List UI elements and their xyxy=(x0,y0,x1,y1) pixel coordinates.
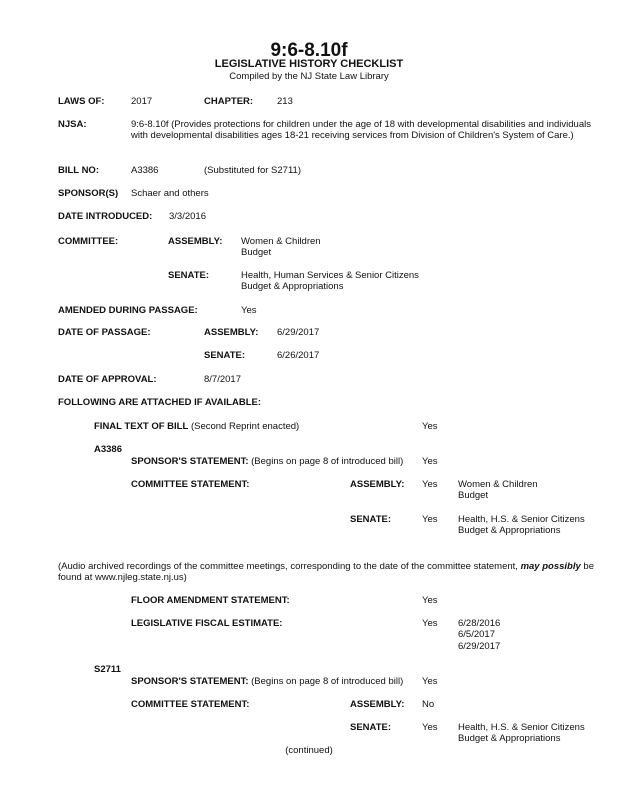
s2711-senate-value: Yes xyxy=(422,722,438,733)
approval-label: DATE OF APPROVAL: xyxy=(58,374,157,385)
s2711-sponsor-value: Yes xyxy=(422,676,438,687)
njsa-label: NJSA: xyxy=(58,119,87,130)
committee-senate-1: Health, Human Services & Senior Citizens xyxy=(241,270,419,281)
final-text-note: (Second Reprint enacted) xyxy=(190,421,300,432)
passage-assembly-value: 6/29/2017 xyxy=(277,327,320,338)
passage-assembly-label: ASSEMBLY: xyxy=(204,327,259,338)
a3386-senate-committee-2: Budget & Appropriations xyxy=(458,525,561,536)
laws-of-value: 2017 xyxy=(131,96,153,107)
a3386-committee-label: COMMITTEE STATEMENT: xyxy=(131,479,250,490)
audio-note-emphasis: may possibly xyxy=(520,561,581,572)
committee-senate-2: Budget & Appropriations xyxy=(241,281,344,292)
continued-note: (continued) xyxy=(285,745,333,756)
chapter-value: 213 xyxy=(277,96,293,107)
passage-senate-label: SENATE: xyxy=(204,350,245,361)
s2711-assembly-label: ASSEMBLY: xyxy=(350,699,405,710)
s2711-senate-committee-1: Health, H.S. & Senior Citizens xyxy=(458,722,585,733)
fiscal-date-1: 6/28/2016 xyxy=(458,618,501,629)
bill-no-label: BILL NO: xyxy=(58,165,99,176)
fiscal-date-3: 6/29/2017 xyxy=(458,641,501,652)
s2711-sponsor-row xyxy=(131,676,403,687)
a3386-assembly-label: ASSEMBLY: xyxy=(350,479,405,490)
approval-value: 8/7/2017 xyxy=(204,374,241,385)
s2711-senate-committee-2: Budget & Appropriations xyxy=(458,733,561,744)
a3386-sponsor-row xyxy=(131,456,403,467)
committee-senate-label: SENATE: xyxy=(168,270,209,281)
final-text-row xyxy=(94,421,299,432)
bill-no-value: A3386 xyxy=(131,165,159,176)
page-subtitle: LEGISLATIVE HISTORY CHECKLIST xyxy=(214,58,404,70)
committee-assembly-2: Budget xyxy=(241,247,272,258)
fiscal-estimate-label: LEGISLATIVE FISCAL ESTIMATE: xyxy=(131,618,283,629)
final-text-label: FINAL TEXT OF BILL xyxy=(94,421,189,432)
committee-label: COMMITTEE: xyxy=(58,236,119,247)
s2711-sponsor-label: SPONSOR'S STATEMENT: xyxy=(131,676,249,687)
chapter-label: CHAPTER: xyxy=(204,96,254,107)
a3386-assembly-committee-1: Women & Children xyxy=(458,479,538,490)
committee-assembly-1: Women & Children xyxy=(241,236,321,247)
a3386-sponsor-note: (Begins on page 8 of introduced bill) xyxy=(251,456,404,467)
final-text-value: Yes xyxy=(422,421,438,432)
committee-assembly-label: ASSEMBLY: xyxy=(168,236,223,247)
a3386-label: A3386 xyxy=(94,444,122,455)
njsa-value: 9:6-8.10f (Provides protections for children under the age of 18 with developmental disabilities and individuals with developmental disabilities ages 18-21 receiving services from Division of Children's System of Care.) xyxy=(131,119,591,141)
sponsors-value: Schaer and others xyxy=(131,188,209,199)
s2711-committee-label: COMMITTEE STATEMENT: xyxy=(131,699,250,710)
s2711-assembly-value: No xyxy=(422,699,435,710)
compiled-by: Compiled by the NJ State Law Library xyxy=(229,71,389,82)
following-label: FOLLOWING ARE ATTACHED IF AVAILABLE: xyxy=(58,397,261,408)
a3386-senate-committee-1: Health, H.S. & Senior Citizens xyxy=(458,514,585,525)
page-title: 9:6-8.10f xyxy=(270,40,348,61)
amended-label: AMENDED DURING PASSAGE: xyxy=(58,305,198,316)
floor-amendment-value: Yes xyxy=(422,595,438,606)
laws-of-label: LAWS OF: xyxy=(58,96,105,107)
floor-amendment-label: FLOOR AMENDMENT STATEMENT: xyxy=(131,595,290,606)
date-introduced-label: DATE INTRODUCED: xyxy=(58,211,153,222)
a3386-sponsor-value: Yes xyxy=(422,456,438,467)
s2711-label: S2711 xyxy=(94,664,121,675)
sponsors-label: SPONSOR(S) xyxy=(58,188,119,199)
bill-no-note: (Substituted for S2711) xyxy=(204,165,301,176)
date-introduced-value: 3/3/2016 xyxy=(169,211,206,222)
fiscal-estimate-value: Yes xyxy=(422,618,438,629)
a3386-senate-value: Yes xyxy=(422,514,438,525)
fiscal-date-2: 6/5/2017 xyxy=(458,629,495,640)
passage-senate-value: 6/26/2017 xyxy=(277,350,320,361)
audio-note-post: be found at www.njleg.state.nj.us) xyxy=(58,561,594,583)
a3386-assembly-committee-2: Budget xyxy=(458,490,489,501)
s2711-senate-label: SENATE: xyxy=(350,722,391,733)
s2711-sponsor-note: (Begins on page 8 of introduced bill) xyxy=(251,676,404,687)
a3386-senate-label: SENATE: xyxy=(350,514,391,525)
amended-value: Yes xyxy=(241,305,257,316)
audio-note xyxy=(58,561,606,583)
passage-label: DATE OF PASSAGE: xyxy=(58,327,151,338)
a3386-assembly-value: Yes xyxy=(422,479,438,490)
a3386-sponsor-label: SPONSOR'S STATEMENT: xyxy=(131,456,249,467)
audio-note-pre: (Audio archived recordings of the committee meetings, corresponding to the date of the committee statement, xyxy=(58,561,521,572)
